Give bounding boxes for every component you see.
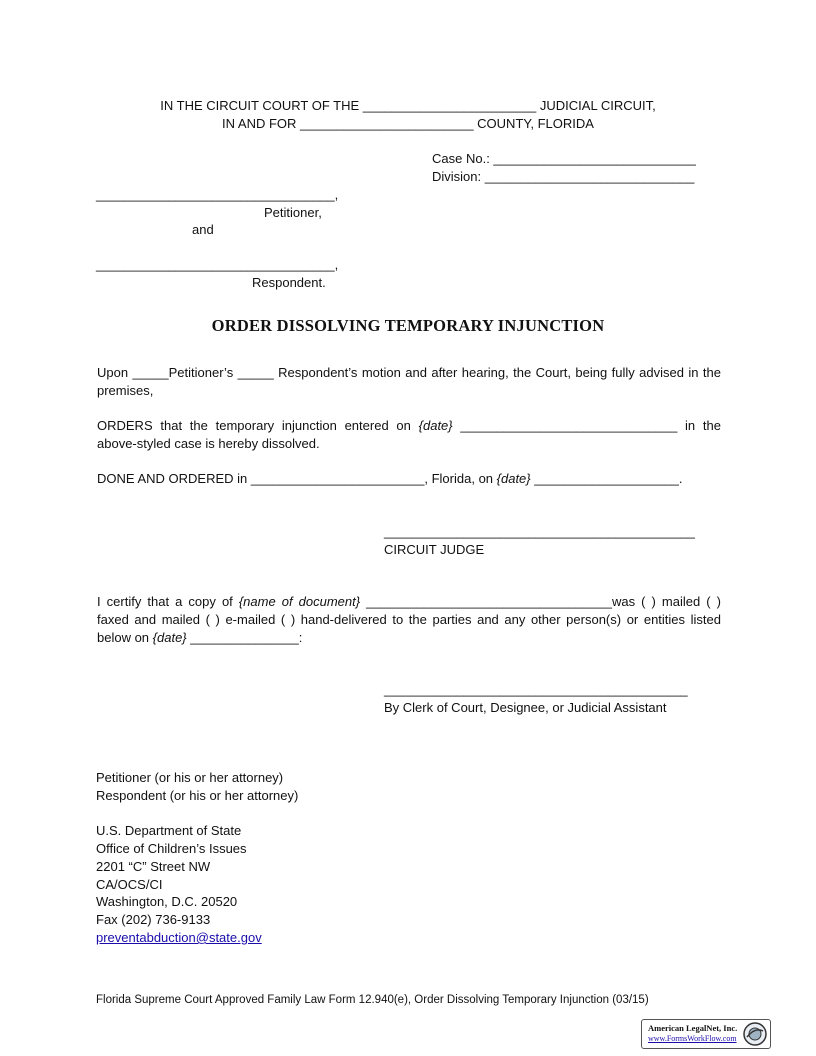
address-line-2: Office of Children’s Issues (96, 841, 247, 856)
orders-date-placeholder: {date} (418, 418, 453, 433)
vendor-url[interactable]: www.FormsWorkFlow.com (648, 1034, 737, 1043)
and-label: and (192, 222, 214, 237)
clerk-label: By Clerk of Court, Designee, or Judicial Assistant (384, 700, 667, 715)
certify-text-end: _______________: (186, 630, 303, 645)
case-number-field[interactable]: Case No.: ____________________________ (432, 151, 696, 166)
done-text: DONE AND ORDERED in ________________________, Florida, on (97, 471, 497, 486)
vendor-badge[interactable] (641, 1019, 771, 1049)
certify-date-placeholder: {date} (152, 630, 187, 645)
document-title: ORDER DISSOLVING TEMPORARY INJUNCTION (211, 316, 605, 335)
document-name-placeholder: {name of document} (238, 594, 361, 609)
recipient-respondent: Respondent (or his or her attorney) (96, 788, 299, 803)
recipient-petitioner: Petitioner (or his or her attorney) (96, 770, 284, 785)
division-field[interactable]: Division: _____________________________ (432, 169, 695, 184)
done-date-placeholder: {date} (496, 471, 531, 486)
petitioner-name-line[interactable]: _________________________________, (96, 187, 339, 202)
judge-signature-line[interactable]: ___________________________________________ (384, 524, 695, 539)
address-line-5: Washington, D.C. 20520 (96, 894, 238, 909)
court-header-line1: IN THE CIRCUIT COURT OF THE ________________________ JUDICIAL CIRCUIT, (160, 98, 656, 113)
orders-text: ORDERS that the temporary injunction entered on (97, 418, 419, 433)
address-line-1: U.S. Department of State (96, 823, 242, 838)
certify-paragraph (97, 593, 721, 647)
address-line-3: 2201 “C” Street NW (96, 859, 211, 874)
address-fax: Fax (202) 736-9133 (96, 912, 211, 927)
certify-text-mid: __________________________________was ( ) mailed ( ) faxed and mailed ( ) e-mailed ( ) hand-delivered to the parties and any other person(s) or entities listed below on (97, 594, 721, 645)
address-line-4: CA/OCS/CI (96, 877, 163, 892)
done-and-ordered-line (97, 470, 682, 487)
vendor-name: American LegalNet, Inc. (648, 1023, 738, 1033)
certify-text: I certify that a copy of (97, 594, 239, 609)
clerk-signature-line[interactable]: __________________________________________ (384, 682, 688, 697)
respondent-label: Respondent. (252, 275, 326, 290)
orders-paragraph (97, 417, 721, 453)
respondent-name-line[interactable]: _________________________________, (96, 257, 339, 272)
upon-paragraph: Upon _____Petitioner’s _____ Respondent’s motion and after hearing, the Court, being fully advised in the premises, (97, 365, 721, 398)
court-header-line2: IN AND FOR ________________________ COUNTY, FLORIDA (222, 116, 594, 131)
globe-logo-icon (742, 1021, 768, 1047)
done-text-end: ____________________. (530, 471, 683, 486)
form-footer: Florida Supreme Court Approved Family Law Form 12.940(e), Order Dissolving Temporary Injunction (03/15) (96, 994, 649, 1006)
orders-text-end: ______________________________ in the above-styled case is hereby dissolved. (97, 418, 721, 451)
email-link[interactable]: preventabduction@state.gov (96, 930, 262, 945)
judge-label: CIRCUIT JUDGE (384, 542, 485, 557)
petitioner-label: Petitioner, (264, 205, 322, 220)
